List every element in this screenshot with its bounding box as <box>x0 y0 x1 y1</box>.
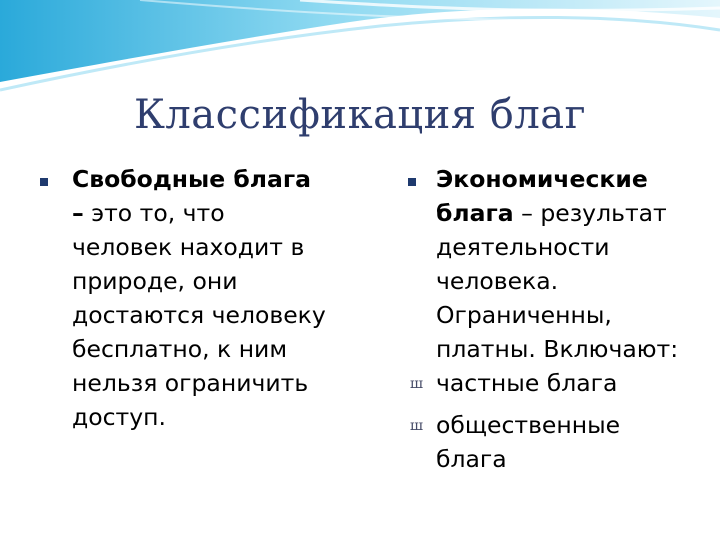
free-goods-line: природе, они <box>72 267 238 295</box>
free-goods-term: Свободные блага <box>72 165 312 193</box>
free-goods-line: человек находит в <box>72 233 305 261</box>
header-wave-banner <box>0 0 720 100</box>
economic-goods-term-line1: Экономические <box>436 165 648 193</box>
sub-item-public-goods: общественные блага <box>436 411 621 473</box>
free-goods-term-line <box>72 162 362 196</box>
economic-goods-line: блага – результат <box>436 199 667 227</box>
economic-goods-line: деятельности <box>436 233 610 261</box>
sub-item-private-goods: частные блага <box>436 369 618 397</box>
free-goods-line: достаются человеку <box>72 301 326 329</box>
economic-goods-paragraph <box>436 162 716 366</box>
free-goods-line: бесплатно, к ним <box>72 335 288 363</box>
free-goods-line: доступ. <box>72 403 166 431</box>
economic-goods-line: человека. <box>436 267 559 295</box>
free-goods-dash: – <box>72 199 84 227</box>
slide-title: Классификация благ <box>133 92 587 138</box>
sub-bullet-marker-icon: ш <box>410 418 424 434</box>
sub-bullet-marker-icon: ш <box>410 376 424 392</box>
bullet-icon <box>408 178 416 186</box>
economic-goods-line: Ограниченны, <box>436 301 612 329</box>
economic-goods-term-line2: блага <box>436 199 514 227</box>
free-goods-line: – это то, что <box>72 199 225 227</box>
free-goods-paragraph <box>72 162 362 434</box>
free-goods-line: нельзя ограничить <box>72 369 309 397</box>
economic-goods-line: платны. Включают: <box>436 335 679 363</box>
bullet-icon <box>40 178 48 186</box>
